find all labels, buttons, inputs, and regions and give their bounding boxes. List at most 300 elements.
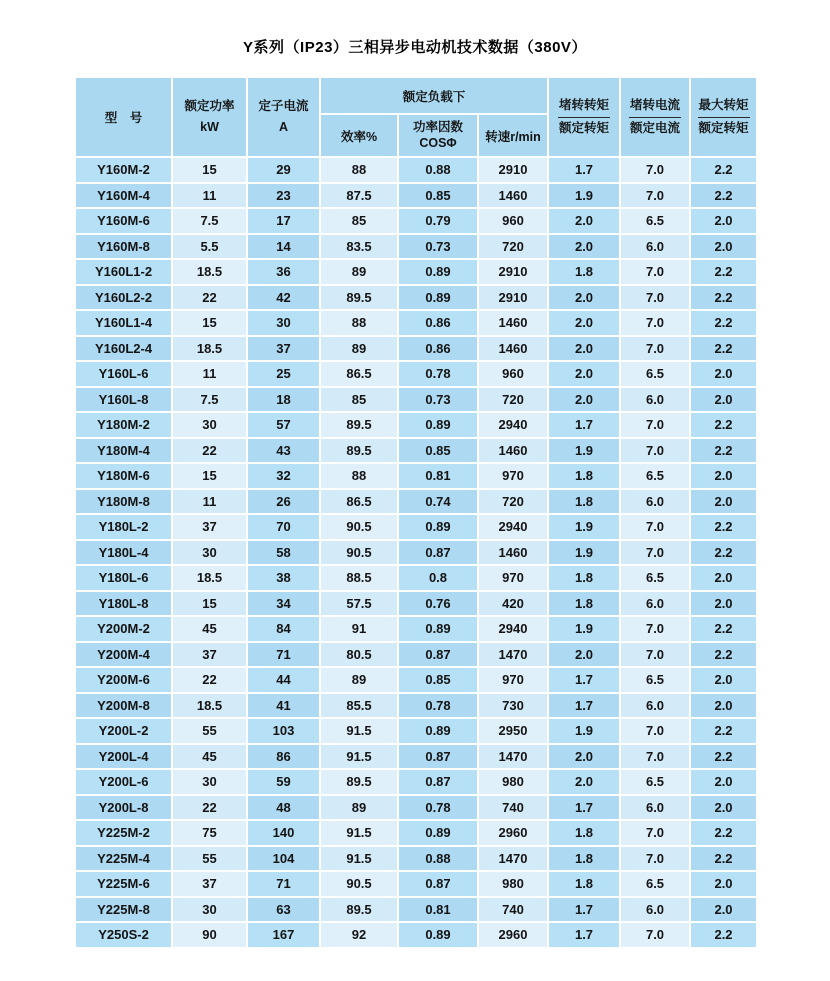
value-cell: 89.5 bbox=[320, 285, 398, 311]
value-cell: 91.5 bbox=[320, 744, 398, 770]
value-cell: 970 bbox=[478, 565, 548, 591]
value-cell: 2960 bbox=[478, 820, 548, 846]
value-cell: 43 bbox=[247, 438, 320, 464]
value-cell: 89 bbox=[320, 667, 398, 693]
value-cell: 11 bbox=[172, 489, 247, 515]
value-cell: 22 bbox=[172, 438, 247, 464]
table-row bbox=[75, 540, 757, 566]
value-cell: 2.0 bbox=[548, 361, 620, 387]
value-cell: 103 bbox=[247, 718, 320, 744]
value-cell: 91.5 bbox=[320, 846, 398, 872]
value-cell: 89.5 bbox=[320, 769, 398, 795]
value-cell: 7.0 bbox=[620, 259, 690, 285]
value-cell: 7.0 bbox=[620, 846, 690, 872]
header-stator-current bbox=[247, 77, 320, 157]
value-cell: 2.0 bbox=[690, 667, 757, 693]
value-cell: 0.8 bbox=[398, 565, 478, 591]
value-cell: 7.0 bbox=[620, 412, 690, 438]
value-cell: 1470 bbox=[478, 642, 548, 668]
page-title: Y系列（IP23）三相异步电动机技术数据（380V） bbox=[243, 39, 587, 56]
model-cell: Y225M-6 bbox=[75, 871, 172, 897]
value-cell: 0.89 bbox=[398, 718, 478, 744]
model-cell: Y200M-6 bbox=[75, 667, 172, 693]
table-row bbox=[75, 616, 757, 642]
model-cell: Y180L-6 bbox=[75, 565, 172, 591]
value-cell: 89.5 bbox=[320, 412, 398, 438]
table-row bbox=[75, 387, 757, 413]
value-cell: 0.87 bbox=[398, 769, 478, 795]
value-cell: 2910 bbox=[478, 259, 548, 285]
value-cell: 88 bbox=[320, 157, 398, 183]
header-locked-torque-num: 堵转转矩 bbox=[558, 99, 610, 118]
table-header bbox=[75, 77, 757, 157]
value-cell: 2.0 bbox=[548, 208, 620, 234]
model-cell: Y180L-8 bbox=[75, 591, 172, 617]
value-cell: 1.9 bbox=[548, 438, 620, 464]
value-cell: 6.0 bbox=[620, 897, 690, 923]
value-cell: 86 bbox=[247, 744, 320, 770]
table-row bbox=[75, 591, 757, 617]
value-cell: 1.8 bbox=[548, 871, 620, 897]
motor-data-table bbox=[74, 76, 758, 949]
value-cell: 1.7 bbox=[548, 897, 620, 923]
value-cell: 0.81 bbox=[398, 897, 478, 923]
value-cell: 2.2 bbox=[690, 310, 757, 336]
value-cell: 15 bbox=[172, 157, 247, 183]
value-cell: 2940 bbox=[478, 514, 548, 540]
table-row bbox=[75, 718, 757, 744]
value-cell: 1.8 bbox=[548, 591, 620, 617]
header-stator-current-label: 定子电流 bbox=[258, 98, 309, 113]
value-cell: 2.2 bbox=[690, 259, 757, 285]
model-cell: Y160L2-4 bbox=[75, 336, 172, 362]
table-row bbox=[75, 820, 757, 846]
value-cell: 2.0 bbox=[690, 208, 757, 234]
value-cell: 88 bbox=[320, 463, 398, 489]
value-cell: 22 bbox=[172, 285, 247, 311]
value-cell: 87.5 bbox=[320, 183, 398, 209]
value-cell: 960 bbox=[478, 361, 548, 387]
table-row bbox=[75, 259, 757, 285]
value-cell: 2.0 bbox=[548, 387, 620, 413]
table-row bbox=[75, 565, 757, 591]
value-cell: 6.0 bbox=[620, 591, 690, 617]
header-max-torque-den: 额定转矩 bbox=[698, 120, 749, 135]
value-cell: 2.0 bbox=[690, 769, 757, 795]
value-cell: 48 bbox=[247, 795, 320, 821]
table-row bbox=[75, 846, 757, 872]
model-cell: Y160M-8 bbox=[75, 234, 172, 260]
value-cell: 0.88 bbox=[398, 846, 478, 872]
value-cell: 59 bbox=[247, 769, 320, 795]
value-cell: 7.0 bbox=[620, 718, 690, 744]
value-cell: 18.5 bbox=[172, 336, 247, 362]
value-cell: 1.8 bbox=[548, 820, 620, 846]
value-cell: 2910 bbox=[478, 285, 548, 311]
value-cell: 2.2 bbox=[690, 438, 757, 464]
header-locked-torque-ratio bbox=[548, 77, 620, 157]
value-cell: 18.5 bbox=[172, 259, 247, 285]
value-cell: 970 bbox=[478, 667, 548, 693]
value-cell: 1.9 bbox=[548, 514, 620, 540]
value-cell: 0.85 bbox=[398, 667, 478, 693]
model-cell: Y180M-6 bbox=[75, 463, 172, 489]
header-locked-current-den: 额定电流 bbox=[630, 120, 681, 135]
table-row bbox=[75, 234, 757, 260]
value-cell: 2.2 bbox=[690, 285, 757, 311]
value-cell: 23 bbox=[247, 183, 320, 209]
model-cell: Y160M-2 bbox=[75, 157, 172, 183]
value-cell: 86.5 bbox=[320, 489, 398, 515]
value-cell: 15 bbox=[172, 310, 247, 336]
table-row bbox=[75, 183, 757, 209]
value-cell: 2.0 bbox=[690, 489, 757, 515]
value-cell: 30 bbox=[172, 412, 247, 438]
value-cell: 0.73 bbox=[398, 234, 478, 260]
value-cell: 104 bbox=[247, 846, 320, 872]
value-cell: 15 bbox=[172, 591, 247, 617]
value-cell: 2.2 bbox=[690, 744, 757, 770]
value-cell: 2910 bbox=[478, 157, 548, 183]
model-cell: Y200L-6 bbox=[75, 769, 172, 795]
value-cell: 90.5 bbox=[320, 540, 398, 566]
value-cell: 0.87 bbox=[398, 642, 478, 668]
value-cell: 2.0 bbox=[690, 795, 757, 821]
value-cell: 7.0 bbox=[620, 285, 690, 311]
value-cell: 2950 bbox=[478, 718, 548, 744]
value-cell: 89.5 bbox=[320, 897, 398, 923]
value-cell: 55 bbox=[172, 846, 247, 872]
model-cell: Y225M-8 bbox=[75, 897, 172, 923]
value-cell: 2.0 bbox=[690, 361, 757, 387]
value-cell: 2.0 bbox=[548, 769, 620, 795]
value-cell: 89 bbox=[320, 259, 398, 285]
value-cell: 0.78 bbox=[398, 795, 478, 821]
value-cell: 7.0 bbox=[620, 642, 690, 668]
value-cell: 0.86 bbox=[398, 310, 478, 336]
table-row bbox=[75, 897, 757, 923]
value-cell: 970 bbox=[478, 463, 548, 489]
value-cell: 1460 bbox=[478, 336, 548, 362]
value-cell: 740 bbox=[478, 795, 548, 821]
value-cell: 720 bbox=[478, 234, 548, 260]
header-power-factor bbox=[398, 114, 478, 157]
model-cell: Y200L-2 bbox=[75, 718, 172, 744]
value-cell: 37 bbox=[172, 642, 247, 668]
value-cell: 1.9 bbox=[548, 616, 620, 642]
value-cell: 15 bbox=[172, 463, 247, 489]
value-cell: 0.89 bbox=[398, 285, 478, 311]
value-cell: 2.2 bbox=[690, 616, 757, 642]
value-cell: 0.89 bbox=[398, 514, 478, 540]
model-cell: Y180L-2 bbox=[75, 514, 172, 540]
value-cell: 730 bbox=[478, 693, 548, 719]
value-cell: 85.5 bbox=[320, 693, 398, 719]
model-cell: Y225M-4 bbox=[75, 846, 172, 872]
value-cell: 7.0 bbox=[620, 310, 690, 336]
value-cell: 2.2 bbox=[690, 922, 757, 948]
value-cell: 32 bbox=[247, 463, 320, 489]
table-row bbox=[75, 336, 757, 362]
model-cell: Y180M-2 bbox=[75, 412, 172, 438]
value-cell: 1460 bbox=[478, 540, 548, 566]
value-cell: 2.2 bbox=[690, 336, 757, 362]
value-cell: 2.0 bbox=[548, 642, 620, 668]
value-cell: 0.78 bbox=[398, 361, 478, 387]
value-cell: 0.78 bbox=[398, 693, 478, 719]
value-cell: 7.5 bbox=[172, 387, 247, 413]
model-cell: Y200L-4 bbox=[75, 744, 172, 770]
value-cell: 34 bbox=[247, 591, 320, 617]
value-cell: 17 bbox=[247, 208, 320, 234]
value-cell: 7.0 bbox=[620, 922, 690, 948]
value-cell: 1.8 bbox=[548, 489, 620, 515]
value-cell: 0.81 bbox=[398, 463, 478, 489]
value-cell: 7.0 bbox=[620, 336, 690, 362]
value-cell: 71 bbox=[247, 642, 320, 668]
value-cell: 1.8 bbox=[548, 463, 620, 489]
header-rated-power-label: 额定功率 bbox=[184, 98, 235, 113]
header-model bbox=[75, 77, 172, 157]
value-cell: 420 bbox=[478, 591, 548, 617]
value-cell: 0.89 bbox=[398, 820, 478, 846]
value-cell: 83.5 bbox=[320, 234, 398, 260]
header-max-torque-ratio bbox=[690, 77, 757, 157]
value-cell: 57 bbox=[247, 412, 320, 438]
value-cell: 6.5 bbox=[620, 361, 690, 387]
value-cell: 6.0 bbox=[620, 387, 690, 413]
value-cell: 6.5 bbox=[620, 667, 690, 693]
value-cell: 11 bbox=[172, 183, 247, 209]
value-cell: 1.9 bbox=[548, 718, 620, 744]
value-cell: 2.2 bbox=[690, 540, 757, 566]
value-cell: 22 bbox=[172, 795, 247, 821]
value-cell: 30 bbox=[172, 897, 247, 923]
value-cell: 1460 bbox=[478, 183, 548, 209]
value-cell: 7.0 bbox=[620, 514, 690, 540]
value-cell: 18 bbox=[247, 387, 320, 413]
value-cell: 2.2 bbox=[690, 412, 757, 438]
value-cell: 7.0 bbox=[620, 616, 690, 642]
value-cell: 2.0 bbox=[690, 565, 757, 591]
table-row bbox=[75, 667, 757, 693]
header-locked-torque-den: 额定转矩 bbox=[559, 120, 610, 135]
value-cell: 30 bbox=[172, 769, 247, 795]
value-cell: 6.5 bbox=[620, 565, 690, 591]
table-row bbox=[75, 157, 757, 183]
value-cell: 980 bbox=[478, 769, 548, 795]
value-cell: 6.5 bbox=[620, 208, 690, 234]
value-cell: 85 bbox=[320, 387, 398, 413]
value-cell: 0.85 bbox=[398, 183, 478, 209]
model-cell: Y180M-8 bbox=[75, 489, 172, 515]
table-row bbox=[75, 514, 757, 540]
table-body bbox=[75, 157, 757, 948]
value-cell: 2.0 bbox=[690, 871, 757, 897]
value-cell: 6.0 bbox=[620, 489, 690, 515]
value-cell: 45 bbox=[172, 744, 247, 770]
value-cell: 7.0 bbox=[620, 744, 690, 770]
value-cell: 1.9 bbox=[548, 183, 620, 209]
value-cell: 42 bbox=[247, 285, 320, 311]
table-row bbox=[75, 361, 757, 387]
header-stator-current-unit: A bbox=[278, 119, 289, 134]
value-cell: 26 bbox=[247, 489, 320, 515]
value-cell: 37 bbox=[172, 514, 247, 540]
value-cell: 7.0 bbox=[620, 183, 690, 209]
model-cell: Y180M-4 bbox=[75, 438, 172, 464]
value-cell: 980 bbox=[478, 871, 548, 897]
value-cell: 6.0 bbox=[620, 693, 690, 719]
model-cell: Y200M-2 bbox=[75, 616, 172, 642]
value-cell: 6.0 bbox=[620, 795, 690, 821]
value-cell: 37 bbox=[172, 871, 247, 897]
value-cell: 71 bbox=[247, 871, 320, 897]
value-cell: 0.88 bbox=[398, 157, 478, 183]
value-cell: 88 bbox=[320, 310, 398, 336]
value-cell: 2.2 bbox=[690, 642, 757, 668]
header-rated-power bbox=[172, 77, 247, 157]
value-cell: 0.89 bbox=[398, 412, 478, 438]
value-cell: 2.0 bbox=[548, 744, 620, 770]
value-cell: 1.8 bbox=[548, 565, 620, 591]
value-cell: 2.0 bbox=[548, 234, 620, 260]
model-cell: Y200M-8 bbox=[75, 693, 172, 719]
value-cell: 18.5 bbox=[172, 693, 247, 719]
value-cell: 45 bbox=[172, 616, 247, 642]
value-cell: 38 bbox=[247, 565, 320, 591]
model-cell: Y160M-6 bbox=[75, 208, 172, 234]
model-cell: Y200M-4 bbox=[75, 642, 172, 668]
value-cell: 2940 bbox=[478, 412, 548, 438]
value-cell: 89 bbox=[320, 336, 398, 362]
value-cell: 90 bbox=[172, 922, 247, 948]
model-cell: Y160L1-4 bbox=[75, 310, 172, 336]
value-cell: 90.5 bbox=[320, 514, 398, 540]
value-cell: 7.0 bbox=[620, 820, 690, 846]
value-cell: 89.5 bbox=[320, 438, 398, 464]
table-row bbox=[75, 642, 757, 668]
header-locked-current-num: 堵转电流 bbox=[629, 99, 681, 118]
value-cell: 7.5 bbox=[172, 208, 247, 234]
table-row bbox=[75, 438, 757, 464]
value-cell: 1.7 bbox=[548, 922, 620, 948]
model-cell: Y160L2-2 bbox=[75, 285, 172, 311]
value-cell: 0.89 bbox=[398, 922, 478, 948]
header-rated-power-unit: kW bbox=[200, 119, 219, 134]
value-cell: 1.7 bbox=[548, 795, 620, 821]
model-cell: Y250S-2 bbox=[75, 922, 172, 948]
value-cell: 25 bbox=[247, 361, 320, 387]
value-cell: 37 bbox=[247, 336, 320, 362]
value-cell: 2.0 bbox=[548, 285, 620, 311]
value-cell: 36 bbox=[247, 259, 320, 285]
table-row bbox=[75, 310, 757, 336]
value-cell: 0.87 bbox=[398, 871, 478, 897]
value-cell: 44 bbox=[247, 667, 320, 693]
value-cell: 2960 bbox=[478, 922, 548, 948]
value-cell: 2.2 bbox=[690, 718, 757, 744]
header-power-factor-symbol: COSΦ bbox=[419, 135, 457, 150]
value-cell: 960 bbox=[478, 208, 548, 234]
value-cell: 2.0 bbox=[690, 463, 757, 489]
model-cell: Y180L-4 bbox=[75, 540, 172, 566]
value-cell: 0.87 bbox=[398, 540, 478, 566]
value-cell: 2.2 bbox=[690, 183, 757, 209]
value-cell: 85 bbox=[320, 208, 398, 234]
value-cell: 91 bbox=[320, 616, 398, 642]
value-cell: 11 bbox=[172, 361, 247, 387]
value-cell: 1460 bbox=[478, 438, 548, 464]
value-cell: 2.0 bbox=[690, 234, 757, 260]
value-cell: 70 bbox=[247, 514, 320, 540]
value-cell: 57.5 bbox=[320, 591, 398, 617]
table-row bbox=[75, 769, 757, 795]
value-cell: 84 bbox=[247, 616, 320, 642]
value-cell: 2.2 bbox=[690, 514, 757, 540]
value-cell: 55 bbox=[172, 718, 247, 744]
value-cell: 6.5 bbox=[620, 769, 690, 795]
table-row bbox=[75, 795, 757, 821]
value-cell: 1.8 bbox=[548, 846, 620, 872]
value-cell: 0.89 bbox=[398, 616, 478, 642]
value-cell: 2.0 bbox=[548, 310, 620, 336]
value-cell: 1.7 bbox=[548, 693, 620, 719]
value-cell: 0.79 bbox=[398, 208, 478, 234]
value-cell: 90.5 bbox=[320, 871, 398, 897]
value-cell: 92 bbox=[320, 922, 398, 948]
value-cell: 2.2 bbox=[690, 157, 757, 183]
table-row bbox=[75, 463, 757, 489]
value-cell: 86.5 bbox=[320, 361, 398, 387]
value-cell: 14 bbox=[247, 234, 320, 260]
value-cell: 29 bbox=[247, 157, 320, 183]
value-cell: 91.5 bbox=[320, 718, 398, 744]
value-cell: 75 bbox=[172, 820, 247, 846]
value-cell: 720 bbox=[478, 489, 548, 515]
value-cell: 7.0 bbox=[620, 438, 690, 464]
value-cell: 7.0 bbox=[620, 157, 690, 183]
value-cell: 0.87 bbox=[398, 744, 478, 770]
value-cell: 1.9 bbox=[548, 540, 620, 566]
model-cell: Y160M-4 bbox=[75, 183, 172, 209]
table-row bbox=[75, 285, 757, 311]
value-cell: 89 bbox=[320, 795, 398, 821]
table-row bbox=[75, 412, 757, 438]
value-cell: 1470 bbox=[478, 846, 548, 872]
value-cell: 0.73 bbox=[398, 387, 478, 413]
value-cell: 1.7 bbox=[548, 412, 620, 438]
header-max-torque-num: 最大转矩 bbox=[698, 99, 750, 118]
value-cell: 91.5 bbox=[320, 820, 398, 846]
table-row bbox=[75, 208, 757, 234]
model-cell: Y160L-8 bbox=[75, 387, 172, 413]
value-cell: 6.5 bbox=[620, 463, 690, 489]
value-cell: 6.5 bbox=[620, 871, 690, 897]
table-row bbox=[75, 871, 757, 897]
value-cell: 7.0 bbox=[620, 540, 690, 566]
value-cell: 0.74 bbox=[398, 489, 478, 515]
value-cell: 1460 bbox=[478, 310, 548, 336]
value-cell: 5.5 bbox=[172, 234, 247, 260]
value-cell: 1.8 bbox=[548, 259, 620, 285]
value-cell: 2.0 bbox=[690, 387, 757, 413]
value-cell: 2.2 bbox=[690, 846, 757, 872]
value-cell: 2.0 bbox=[690, 693, 757, 719]
value-cell: 88.5 bbox=[320, 565, 398, 591]
model-cell: Y200L-8 bbox=[75, 795, 172, 821]
header-speed: 转速r/min bbox=[478, 114, 548, 157]
